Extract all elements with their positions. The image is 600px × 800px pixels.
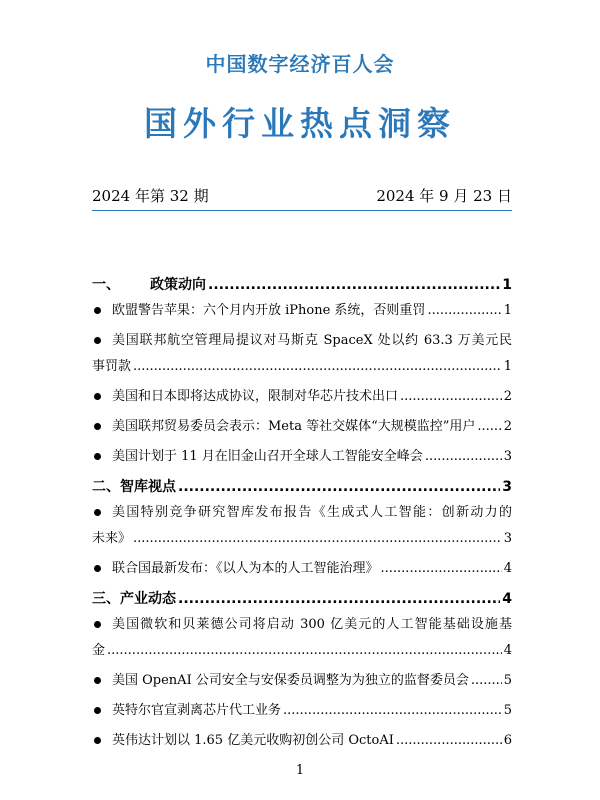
item-title: 欧盟警告苹果：六个月内开放 iPhone 系统，否则重罚 — [112, 303, 426, 318]
bullet-icon — [94, 453, 101, 460]
bullet-icon — [94, 337, 101, 344]
leader-dots — [283, 698, 502, 724]
item-title-line2: 事罚款 — [92, 359, 132, 374]
toc-item[interactable] — [92, 500, 512, 552]
toc-section-think-tank[interactable] — [92, 474, 512, 500]
page-ref: 5 — [503, 673, 512, 688]
leader-dots — [425, 444, 502, 470]
item-title: 美国和日本即将达成协议，限制对华芯片技术出口 — [112, 389, 399, 404]
item-title: 美国联邦贸易委员会表示：Meta 等社交媒体“大规模监控”用户 — [112, 419, 476, 434]
toc-section-industry[interactable] — [92, 586, 512, 612]
bullet-icon — [94, 423, 101, 430]
item-title: 联合国最新发布：《以人为本的人工智能治理》 — [112, 561, 379, 576]
leader-dots — [107, 638, 502, 664]
section-number: 三、 — [92, 591, 120, 607]
bullet-icon — [94, 307, 101, 314]
item-title-line1: 美国联邦航空管理局提议对马斯克 SpaceX 处以约 63.3 万美元民 — [112, 333, 512, 348]
section-title: 政策动向 — [150, 277, 206, 293]
item-title-line1: 美国特别竞争研究智库发布报告《生成式人工智能：创新动力的 — [112, 505, 512, 520]
leader-dots — [208, 272, 500, 298]
page-ref: 3 — [503, 449, 512, 464]
toc-item[interactable] — [92, 328, 512, 380]
toc-item[interactable] — [92, 298, 512, 324]
page-ref: 3 — [502, 479, 512, 495]
toc-item[interactable] — [92, 728, 512, 754]
leader-dots — [427, 298, 501, 324]
bullet-icon — [94, 621, 101, 628]
toc-item[interactable] — [92, 444, 512, 470]
item-title: 美国计划于 11 月在旧金山召开全球人工智能安全峰会 — [112, 449, 423, 464]
page-number: 1 — [295, 763, 305, 778]
page-ref: 1 — [503, 303, 512, 318]
bullet-icon — [94, 707, 101, 714]
leader-dots — [400, 384, 502, 410]
organization-name: 中国数字经济百人会 — [205, 52, 395, 76]
bullet-icon — [94, 565, 101, 572]
page-ref: 2 — [503, 419, 512, 434]
section-number: 二、 — [92, 479, 120, 495]
page-ref: 1 — [502, 277, 512, 293]
bullet-icon — [94, 677, 101, 684]
bullet-icon — [94, 393, 101, 400]
toc-item[interactable] — [92, 414, 512, 440]
page-ref: 1 — [503, 359, 512, 374]
bullet-icon — [94, 737, 101, 744]
section-title: 产业动态 — [120, 591, 176, 607]
leader-dots — [471, 668, 502, 694]
page-ref: 4 — [503, 561, 512, 576]
page-ref: 3 — [503, 531, 512, 546]
publication-title: 国外行业热点洞察 — [144, 104, 456, 143]
leader-dots — [396, 728, 502, 754]
section-title: 智库视点 — [120, 479, 176, 495]
header-divider — [92, 210, 512, 211]
issue-line — [92, 185, 512, 206]
item-title-line2: 金 — [92, 643, 106, 658]
leader-dots — [477, 414, 501, 440]
toc-item[interactable] — [92, 698, 512, 724]
page-ref: 4 — [502, 591, 512, 607]
issue-number: 2024 年第 32 期 — [92, 187, 209, 205]
section-number: 一、 — [92, 277, 120, 293]
item-title-line2: 未来》 — [92, 531, 132, 546]
toc-item[interactable] — [92, 556, 512, 582]
leader-dots — [381, 556, 502, 582]
leader-dots — [133, 354, 502, 380]
item-title: 美国 OpenAI 公司安全与安保委员调整为为独立的监督委员会 — [112, 673, 469, 688]
leader-dots — [133, 526, 502, 552]
toc-section-policy[interactable] — [92, 272, 512, 298]
leader-dots — [178, 474, 500, 500]
table-of-contents — [92, 272, 512, 758]
item-title-line1: 美国微软和贝莱德公司将启动 300 亿美元的人工智能基础设施基 — [112, 617, 512, 632]
item-title: 英特尔官宣剥离芯片代工业务 — [112, 703, 282, 718]
page-ref: 5 — [503, 703, 512, 718]
issue-date: 2024 年 9 月 23 日 — [376, 187, 512, 205]
bullet-icon — [94, 509, 101, 516]
leader-dots — [178, 586, 500, 612]
page-ref: 6 — [503, 733, 512, 748]
toc-item[interactable] — [92, 612, 512, 664]
toc-item[interactable] — [92, 668, 512, 694]
page-ref: 2 — [503, 389, 512, 404]
page-ref: 4 — [503, 643, 512, 658]
item-title: 英伟达计划以 1.65 亿美元收购初创公司 OctoAI — [112, 733, 394, 748]
toc-item[interactable] — [92, 384, 512, 410]
